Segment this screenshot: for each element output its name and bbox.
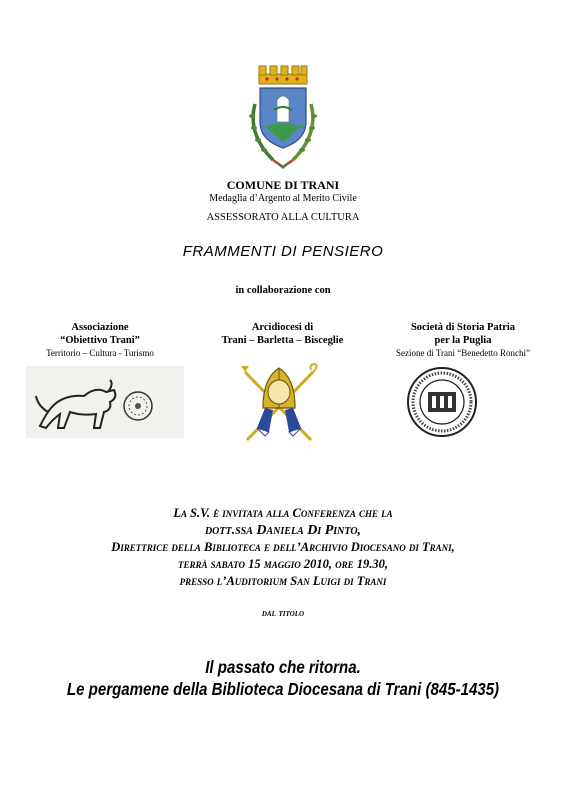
talk-title-line-2: Le pergamene della Biblioteca Diocesana di Trani (845-1435) xyxy=(66,679,500,699)
dal-titolo-text: dal titolo xyxy=(261,608,305,619)
talk-title-line-1: Il passato che ritorna. xyxy=(205,657,361,677)
invitation-block xyxy=(0,505,566,590)
partner-societa-storia-patria xyxy=(368,322,558,360)
assessorato-text: ASSESSORATO ALLA CULTURA xyxy=(206,212,360,223)
trani-coat-of-arms-icon xyxy=(243,64,323,172)
partner-3-line2: per la Puglia xyxy=(434,334,492,346)
partner-1-line1: Associazione xyxy=(71,322,129,333)
invitation-line-3: Direttrice della Biblioteca e dell’Archivio Diocesano di Trani, xyxy=(111,540,455,554)
comune-medal-text: Medaglia d’Argento al Merito Civile xyxy=(209,193,357,204)
arcidiocesi-mitre-crest-icon xyxy=(229,362,329,444)
partner-obiettivo-trani xyxy=(10,322,190,360)
partner-3-line1: Società di Storia Patria xyxy=(410,322,516,333)
comune-name: COMUNE DI TRANI xyxy=(226,178,340,192)
talk-title-block xyxy=(0,656,566,700)
collaboration-text: in collaborazione con xyxy=(235,285,331,296)
event-series-title: FRAMMENTI DI PENSIERO xyxy=(182,243,384,260)
partner-2-line2: Trani – Barletta – Bisceglie xyxy=(221,334,344,346)
partner-3-line3: Sezione di Trani “Benedetto Ronchi” xyxy=(396,348,530,358)
invitation-date: terrà sabato 15 maggio 2010, ore 19.30, xyxy=(178,557,388,571)
partner-1-line3: Territorio – Cultura - Turismo xyxy=(46,348,154,358)
obiettivo-trani-lion-logo-icon xyxy=(26,366,184,438)
societa-storia-patria-seal-icon xyxy=(402,366,482,438)
invitation-speaker: dott.ssa Daniela Di Pinto, xyxy=(204,523,362,538)
invitation-venue: presso l’Auditorium San Luigi di Trani xyxy=(179,574,387,588)
partner-arcidiocesi xyxy=(195,322,370,347)
invitation-line-1: La S.V. è invitata alla Conferenza che la xyxy=(173,506,393,520)
partner-1-line2: “Obiettivo Trani” xyxy=(60,334,140,346)
partner-2-line1: Arcidiocesi di xyxy=(251,322,314,333)
